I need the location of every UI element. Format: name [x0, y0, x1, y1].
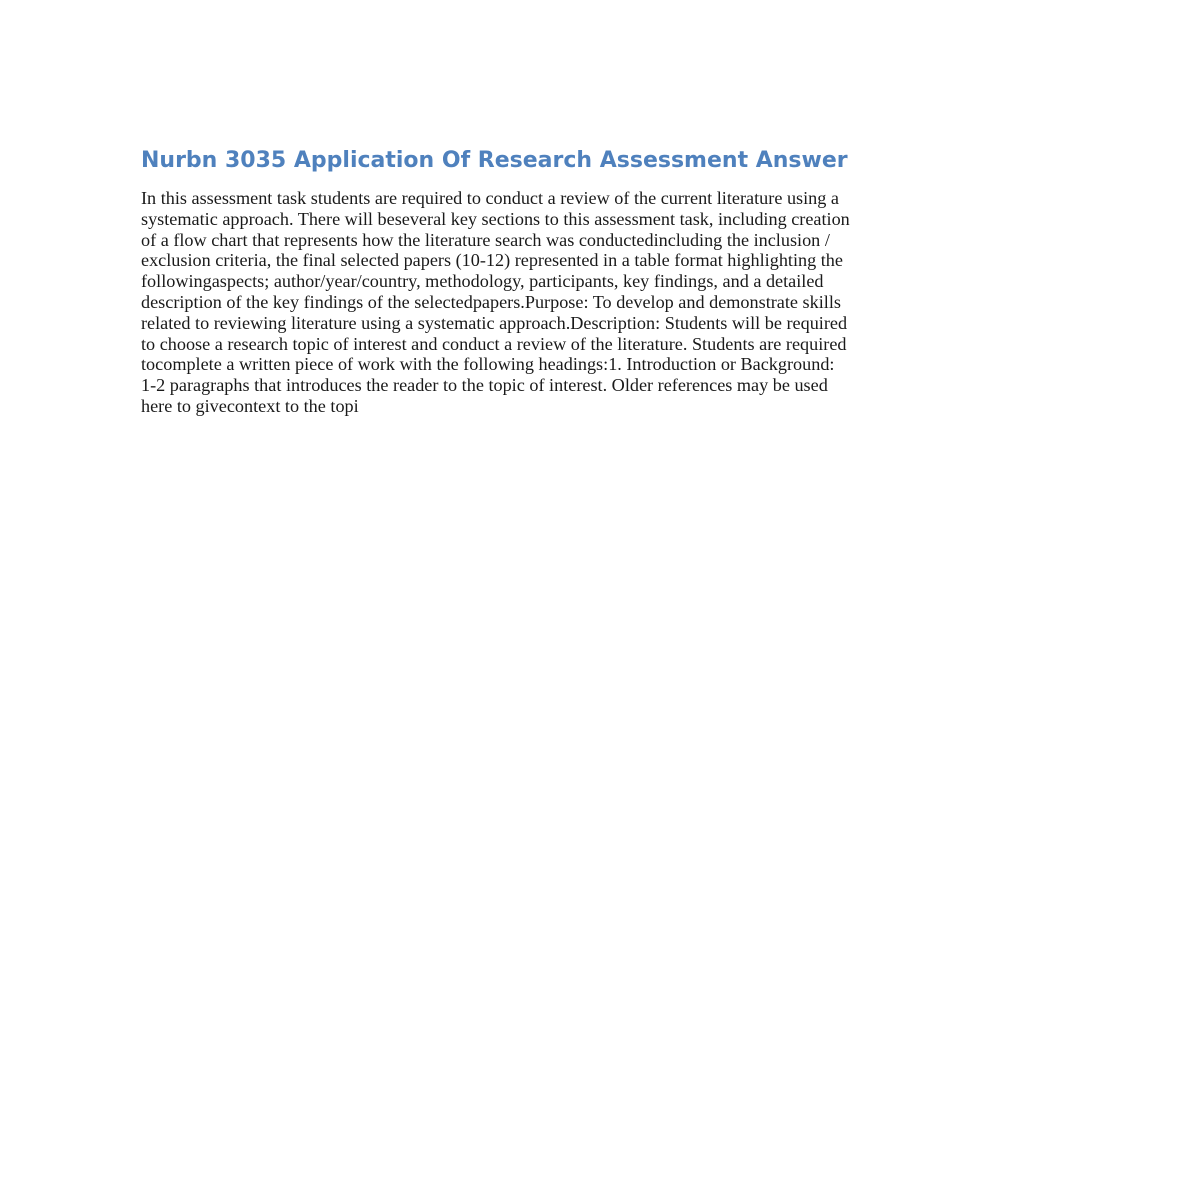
body-line: to choose a research topic of interest and conduct a review of the literature. Students are required [141, 333, 847, 354]
document-title: Nurbn 3035 Application Of Research Assessment Answer [141, 148, 848, 173]
body-line: In this assessment task students are required to conduct a review of the current literature using a [141, 188, 839, 208]
body-line: systematic approach. There will beseveral key sections to this assessment task, including creation [141, 208, 850, 229]
body-line: here to givecontext to the topi [141, 395, 359, 416]
body-line: 1-2 paragraphs that introduces the reader to the topic of interest. Older references may be used [141, 375, 828, 396]
body-line: of a flow chart that represents how the literature search was conductedincluding the inclusion / [141, 229, 830, 250]
document-body-paragraph [141, 188, 1061, 417]
body-line: followingaspects; author/year/country, methodology, participants, key findings, and a detailed [141, 271, 824, 292]
body-line: tocomplete a written piece of work with the following headings:1. Introduction or Background: [141, 354, 835, 375]
body-line: exclusion criteria, the final selected papers (10-12) represented in a table format highlighting the [141, 250, 843, 271]
body-line: description of the key findings of the selectedpapers.Purpose: To develop and demonstrate skills [141, 291, 841, 312]
document-content [141, 146, 1061, 417]
body-line: related to reviewing literature using a systematic approach.Description: Students will be required [141, 312, 848, 333]
